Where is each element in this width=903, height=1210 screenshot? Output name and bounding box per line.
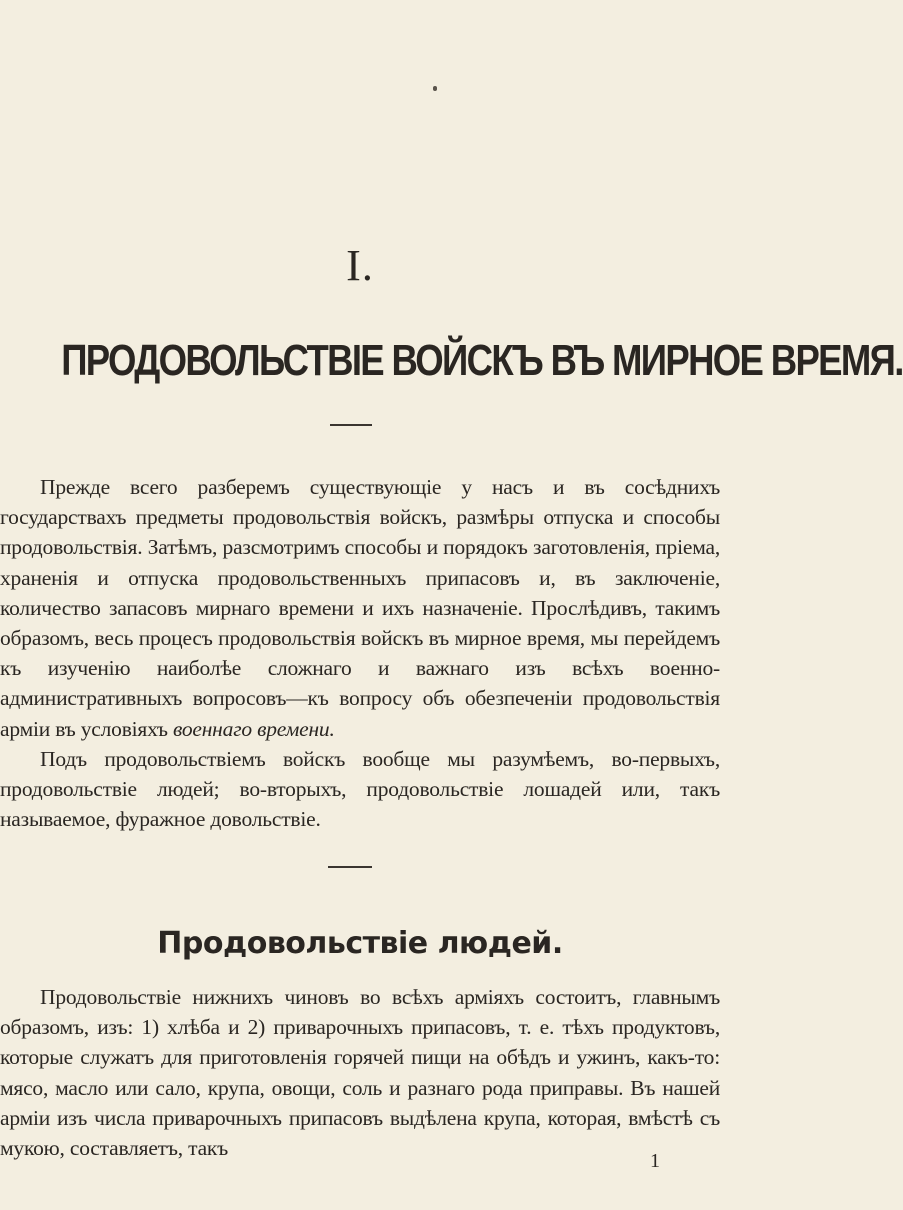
section-text	[0, 982, 720, 1163]
intro-paragraph-2: Подъ продовольствіемъ войскъ вообще мы разумѣемъ, во-первыхъ, продовольствіе людей; во-вторыхъ, продовольствіе лошадей или, такъ называемое, фуражное довольствіе.	[0, 746, 720, 832]
intro-paragraph-1-text: Прежде всего разберемъ существующіе у насъ и въ сосѣднихъ государствахъ предметы продовольствія войскъ, размѣры отпуска и способы продовольствія. Затѣмъ, разсмотримъ способы и порядокъ заготовленія, пріема, храненія и отпуска продовольственныхъ припасовъ и, въ заключеніе, количество запасовъ мирнаго времени и ихъ назначеніе. Прослѣдивъ, такимъ образомъ, весь процесъ продовольствія войскъ въ мирное время, мы перейдемъ къ изученію наиболѣе сложнаго и важнаго изъ всѣхъ военно-административныхъ вопросовъ—къ вопросу объ обезпеченіи продовольствія арміи въ условіяхъ	[0, 475, 720, 741]
chapter-number: I.	[346, 241, 374, 290]
section-title: Продовольствіе людей.	[157, 926, 563, 961]
chapter-title: ПРОДОВОЛЬСТВІЕ ВОЙСКЪ ВЪ МИРНОЕ ВРЕМЯ.	[61, 336, 903, 385]
section-paragraph-1: Продовольствіе нижнихъ чиновъ во всѣхъ арміяхъ состоитъ, главнымъ образомъ, изъ: 1) хлѣба и 2) приварочныхъ припасовъ, т. е. тѣхъ продуктовъ, которые служатъ для приготовленія горячей пищи на обѣдъ и ужинъ, какъ-то: мясо, масло или сало, крупа, овощи, соль и разнаго рода приправы. Въ нашей арміи изъ числа приварочныхъ припасовъ выдѣлена крупа, которая, вмѣстѣ съ мукою, составляетъ, такъ	[0, 985, 720, 1161]
page-number: 1	[650, 1150, 660, 1172]
intro-paragraph-1	[0, 472, 720, 744]
divider-rule	[330, 424, 372, 426]
divider-rule	[328, 866, 372, 868]
intro-text	[0, 472, 720, 834]
intro-emphasis: военнаго времени.	[172, 716, 335, 741]
print-speck	[433, 86, 437, 91]
